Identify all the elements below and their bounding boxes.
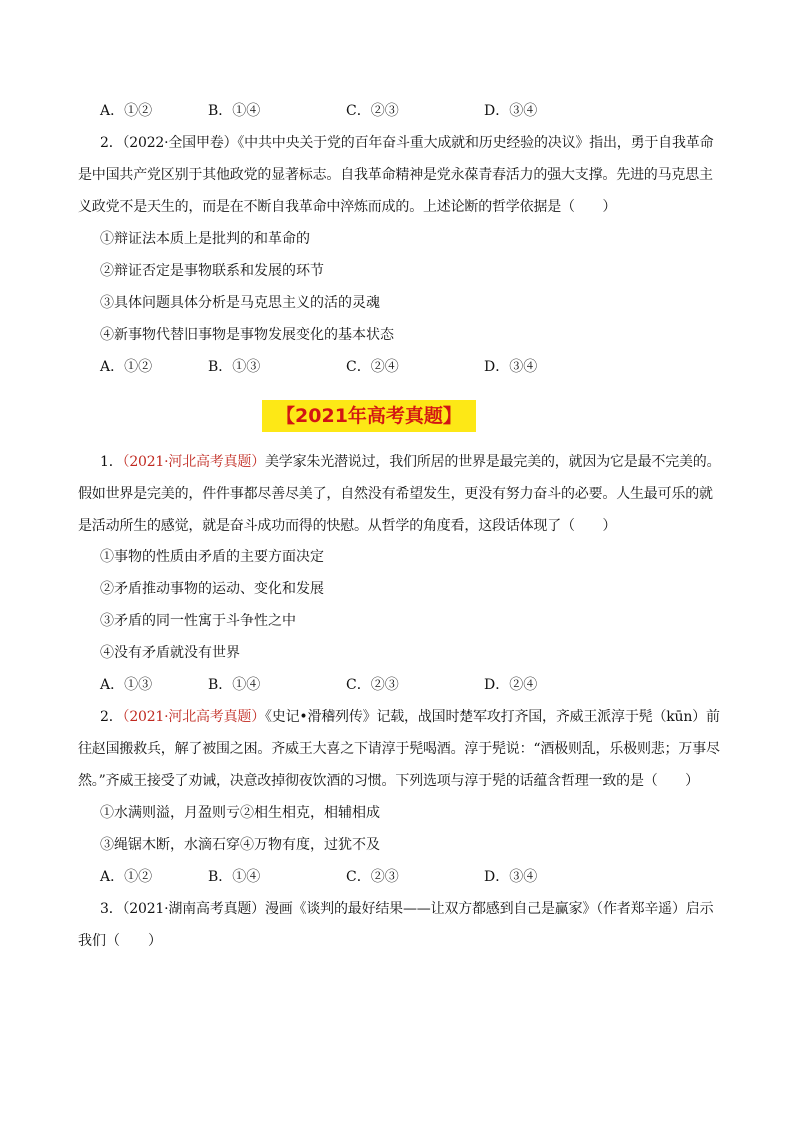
choice-item: ③具体问题具体分析是马克思主义的活的灵魂	[100, 295, 380, 311]
question-number: 1．	[100, 454, 123, 470]
question-source: （2021·河北高考真题）	[122, 454, 265, 470]
option-d[interactable]: D．③④	[484, 359, 538, 375]
option-b[interactable]: B．①④	[208, 869, 261, 885]
option-c[interactable]: C．②④	[346, 359, 399, 375]
question-source: （2021·河北高考真题）	[122, 709, 265, 725]
question-stem-line: 2．（2022·全国甲卷）《中共中央关于党的百年奋斗重大成就和历史经验的决议》指出，勇于自我革命	[100, 135, 714, 151]
option-b[interactable]: B．①③	[208, 359, 261, 375]
question-stem-text: 《史记•滑稽列传》记载，战国时楚军攻打齐国，齐威王派淳于髡（kūn）前	[265, 709, 720, 725]
question-stem-line: 是中国共产党区别于其他政党的显著标志。自我革命精神是党永葆青春活力的强大支撑。先进的马克思主	[78, 167, 713, 183]
option-c[interactable]: C．②③	[346, 677, 399, 693]
option-a[interactable]: A．①③	[100, 677, 153, 693]
option-c[interactable]: C．②③	[346, 869, 399, 885]
option-d[interactable]: D．②④	[484, 677, 538, 693]
question-stem-text: 美学家朱光潜说过，我们所居的世界是最完美的，就因为它是最不完美的。	[265, 454, 721, 470]
question-stem-line: 义政党不是天生的，而是在不断自我革命中淬炼而成的。上述论断的哲学依据是（ ）	[78, 199, 617, 215]
question-number: 2．	[100, 709, 123, 725]
option-a[interactable]: A．①②	[100, 359, 153, 375]
question-stem-line: 我们（ ）	[78, 933, 162, 949]
choice-item: ①事物的性质由矛盾的主要方面决定	[100, 549, 324, 565]
question-stem-line: 3．（2021·湖南高考真题）漫画《谈判的最好结果——让双方都感到自己是赢家》（作者郑辛遥）启示	[100, 901, 714, 917]
question-stem-line: 然。”齐威王接受了劝诫，决意改掉彻夜饮酒的习惯。下列选项与淳于髡的话蕴含哲理一致的是（ ）	[78, 773, 699, 789]
option-b[interactable]: B．①④	[208, 103, 261, 119]
option-d[interactable]: D．③④	[484, 869, 538, 885]
choice-item: ③矛盾的同一性寓于斗争性之中	[100, 613, 296, 629]
choice-item: ①水满则溢，月盈则亏②相生相克，相辅相成	[100, 805, 380, 821]
option-b[interactable]: B．①④	[208, 677, 261, 693]
option-d[interactable]: D．③④	[484, 103, 538, 119]
choice-item: ③绳锯木断，水滴石穿④万物有度，过犹不及	[100, 837, 380, 853]
question-stem-line: 是活动所生的感觉，就是奋斗成功而得的快慰。从哲学的角度看，这段话体现了（ ）	[78, 518, 617, 534]
question-stem-line: 假如世界是完美的，件件事都尽善尽美了，自然没有希望发生，更没有努力奋斗的必要。人生最可乐的就	[78, 486, 713, 502]
question-stem-line: 往赵国搬救兵，解了被围之困。齐威王大喜之下请淳于髡喝酒。淳于髡说：“酒极则乱，乐极则悲；万事尽	[78, 741, 720, 757]
option-a[interactable]: A．①②	[100, 869, 153, 885]
option-a[interactable]: A．①②	[100, 103, 153, 119]
section-heading: 【2021年高考真题】	[262, 400, 476, 432]
choice-item: ④没有矛盾就没有世界	[100, 645, 240, 661]
question-stem-line	[100, 707, 720, 727]
choice-item: ④新事物代替旧事物是事物发展变化的基本状态	[100, 327, 394, 343]
question-stem-line	[100, 452, 720, 472]
option-c[interactable]: C．②③	[346, 103, 399, 119]
choice-item: ①辩证法本质上是批判的和革命的	[100, 231, 310, 247]
choice-item: ②矛盾推动事物的运动、变化和发展	[100, 581, 324, 597]
choice-item: ②辩证否定是事物联系和发展的环节	[100, 263, 324, 279]
